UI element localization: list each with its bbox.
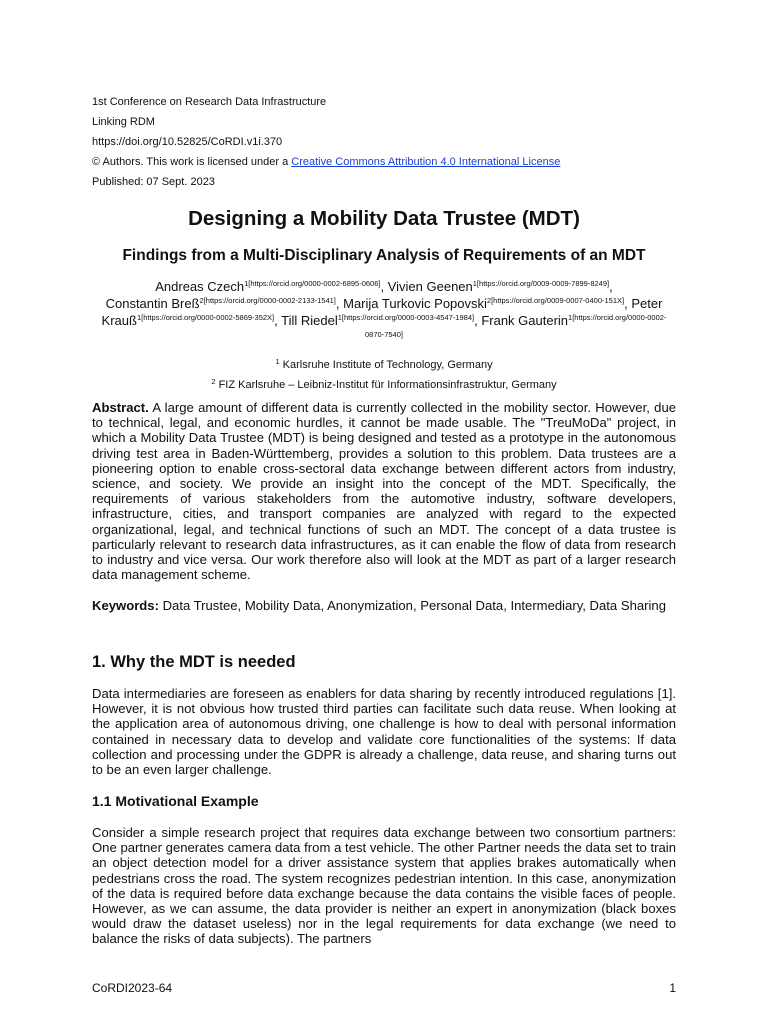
abstract-text: A large amount of different data is currently collected in the mobility sector. However, due to technical, legal, and economic hurdles, it cannot be made usable. The "TreuMoDa" project, in which a Mobility Data Trustee (MDT) is being designed and tested as a prototype in the autonomous driving test area in Baden-Württemberg, provides a solution to this problem. Data trustees are a pioneering option to enable cross-sectoral data exchange between different actors from industry, science, and society. We provide an insight into the concept of the MDT. Specifically, the requirements of various stakeholders from the automotive industry, software developers, infrastructure, cities, and transport companies are analyzed with regard to the expected organizational, legal, and technical functions of such an MDT. The concept of a data trustee is particularly relevant to research data infrastructures, as it can enable the flow of data from research to industry and vice versa. Our work therefore also will look at the MDT as part of a larger research data management scheme. — [92, 400, 677, 583]
affiliation-text: Karlsruhe Institute of Technology, Germany — [282, 359, 493, 371]
author-orcid: 2[https://orcid.org/0000-0002-2133-1541] — [199, 296, 336, 305]
paper-subtitle: Findings from a Multi-Disciplinary Analysis of Requirements of an MDT — [122, 247, 646, 264]
author-orcid: 1[https://orcid.org/0000-0002-0870-7540] — [365, 313, 667, 339]
publication-metadata — [92, 92, 560, 192]
subsection-heading-1-1: 1.1 Motivational Example — [92, 793, 259, 809]
author-separator: , — [609, 279, 613, 294]
license-link[interactable]: Creative Commons Attribution 4.0 International License — [291, 156, 561, 168]
author-name: Andreas Czech — [155, 279, 245, 294]
author-separator: , — [624, 296, 632, 311]
section-1-paragraph: Data intermediaries are foreseen as enablers for data sharing by recently introduced regulations [1]. However, it is not obvious how trusted third parties can facilitate such data reuse. When looking at the application area of autonomous driving, one challenge is how to deal with personal information contained in necessary data to develop and validate core functionalities of the systems: If data collection and processing under the GDPR is already a challenge, data reuse, and sharing turns out to be an even larger challenge. — [92, 686, 676, 778]
paper-title: Designing a Mobility Data Trustee (MDT) — [188, 207, 580, 230]
page-number: 1 — [669, 981, 676, 995]
author-separator: , — [274, 313, 282, 328]
author-orcid: 2[https://orcid.org/0009-0007-0400-151X] — [486, 296, 625, 305]
section-heading-1: 1. Why the MDT is needed — [92, 653, 296, 671]
affiliation-number: 1 — [275, 357, 280, 366]
doi-text: https://doi.org/10.52825/CoRDI.v1i.370 — [92, 136, 283, 148]
author — [343, 296, 631, 311]
published-date: Published: 07 Sept. 2023 — [92, 176, 215, 188]
author-orcid: 1[https://orcid.org/0000-0002-5869-352X] — [136, 313, 275, 322]
author — [155, 279, 387, 294]
author-orcid: 1[https://orcid.org/0000-0003-4547-1984] — [337, 313, 475, 322]
author-separator: , — [380, 279, 388, 294]
author — [281, 313, 481, 328]
author-name: Frank Gauterin — [481, 313, 569, 328]
author-orcid: 1[https://orcid.org/0009-0009-7899-8249] — [472, 279, 610, 288]
abstract-label: Abstract. — [92, 400, 149, 415]
keywords-label: Keywords: — [92, 598, 159, 613]
author-orcid: 1[https://orcid.org/0000-0002-6895-0606] — [244, 279, 381, 288]
affiliation-number: 2 — [211, 377, 216, 386]
author-name: Till Riedel — [281, 313, 338, 328]
author — [388, 279, 613, 294]
license-line — [92, 152, 560, 172]
author-name: Peter Krauß — [101, 296, 663, 328]
track-name: Linking RDM — [92, 116, 155, 128]
author — [106, 296, 344, 311]
abstract — [92, 400, 676, 582]
subsection-1-1-paragraph: Consider a simple research project that requires data exchange between two consortium partners: One partner generates camera data from a test vehicle. The other Partner needs the data set to train an object detection model for a driver assistance system that applies brakes automatically when pedestrians cross the road. The system recognizes pedestrian intention. In this case, anonymization of the data is required before data exchange because the data contains the visible faces of people. However, as we can assume, the data provider is neither an expert in anonymization (black boxes would draw the dataset useless) nor in the legal requirements for data exchange (we need to balance the risks of data subjects). The partners — [92, 825, 676, 947]
affiliation-text: FIZ Karlsruhe – Leibniz-Institut für Informationsinfrastruktur, Germany — [218, 379, 557, 391]
author-separator: , — [474, 313, 482, 328]
keywords — [92, 598, 676, 613]
author-list — [92, 278, 676, 346]
affiliation-2 — [92, 378, 676, 392]
author-separator: , — [335, 296, 344, 311]
keywords-text: Data Trustee, Mobility Data, Anonymization, Personal Data, Intermediary, Data Sharing — [162, 598, 666, 613]
author-name: Marija Turkovic Popovski — [343, 296, 487, 311]
conference-name: 1st Conference on Research Data Infrastructure — [92, 96, 327, 108]
license-prefix: © Authors. This work is licensed under a — [92, 156, 292, 168]
affiliation-1 — [92, 358, 676, 372]
author-name: Constantin Breß — [105, 296, 200, 311]
footer-paper-id: CoRDI2023-64 — [92, 981, 173, 995]
author-name: Vivien Geenen — [387, 279, 473, 294]
